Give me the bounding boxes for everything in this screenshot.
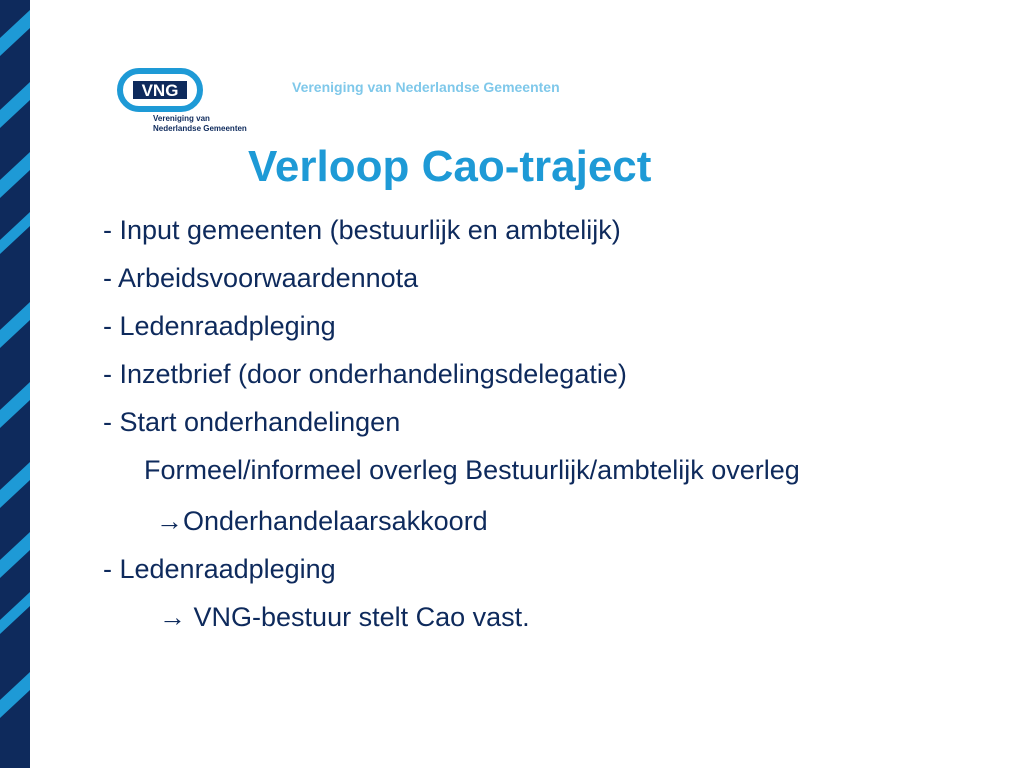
list-item: - Arbeidsvoorwaardennota bbox=[103, 263, 419, 293]
slide-title: Verloop Cao-traject bbox=[248, 142, 652, 191]
arrow-right-icon: → bbox=[156, 506, 183, 536]
list-item-text: Onderhandelaarsakkoord bbox=[183, 506, 488, 536]
list-item-arrow bbox=[103, 497, 903, 545]
list-item-text: VNG-bestuur stelt Cao vast. bbox=[193, 602, 530, 632]
logo-caption-line2: Nederlandse Gemeenten bbox=[153, 124, 247, 133]
logo-caption-line1: Vereniging van bbox=[153, 114, 210, 123]
list-item: - Input gemeenten (bestuurlijk en ambtelijk) bbox=[103, 215, 621, 245]
organization-name: Vereniging van Nederlandse Gemeenten bbox=[292, 79, 560, 95]
logo-caption bbox=[153, 114, 247, 134]
list-item: - Ledenraadpleging bbox=[103, 554, 336, 584]
list-item: - Start onderhandelingen bbox=[103, 407, 401, 437]
list-item-arrow bbox=[103, 593, 903, 641]
bullet-list bbox=[103, 206, 903, 641]
list-subitem: Formeel/informeel overleg Bestuurlijk/ambtelijk overleg bbox=[144, 455, 800, 485]
vng-logo bbox=[117, 68, 257, 138]
logo-text: VNG bbox=[141, 81, 179, 100]
list-item: - Inzetbrief (door onderhandelingsdelegatie) bbox=[103, 359, 627, 389]
arrow-right-icon: → bbox=[159, 602, 186, 632]
vng-logo-mark bbox=[117, 68, 207, 114]
list-item: - Ledenraadpleging bbox=[103, 311, 336, 341]
left-decorative-band bbox=[0, 0, 30, 768]
